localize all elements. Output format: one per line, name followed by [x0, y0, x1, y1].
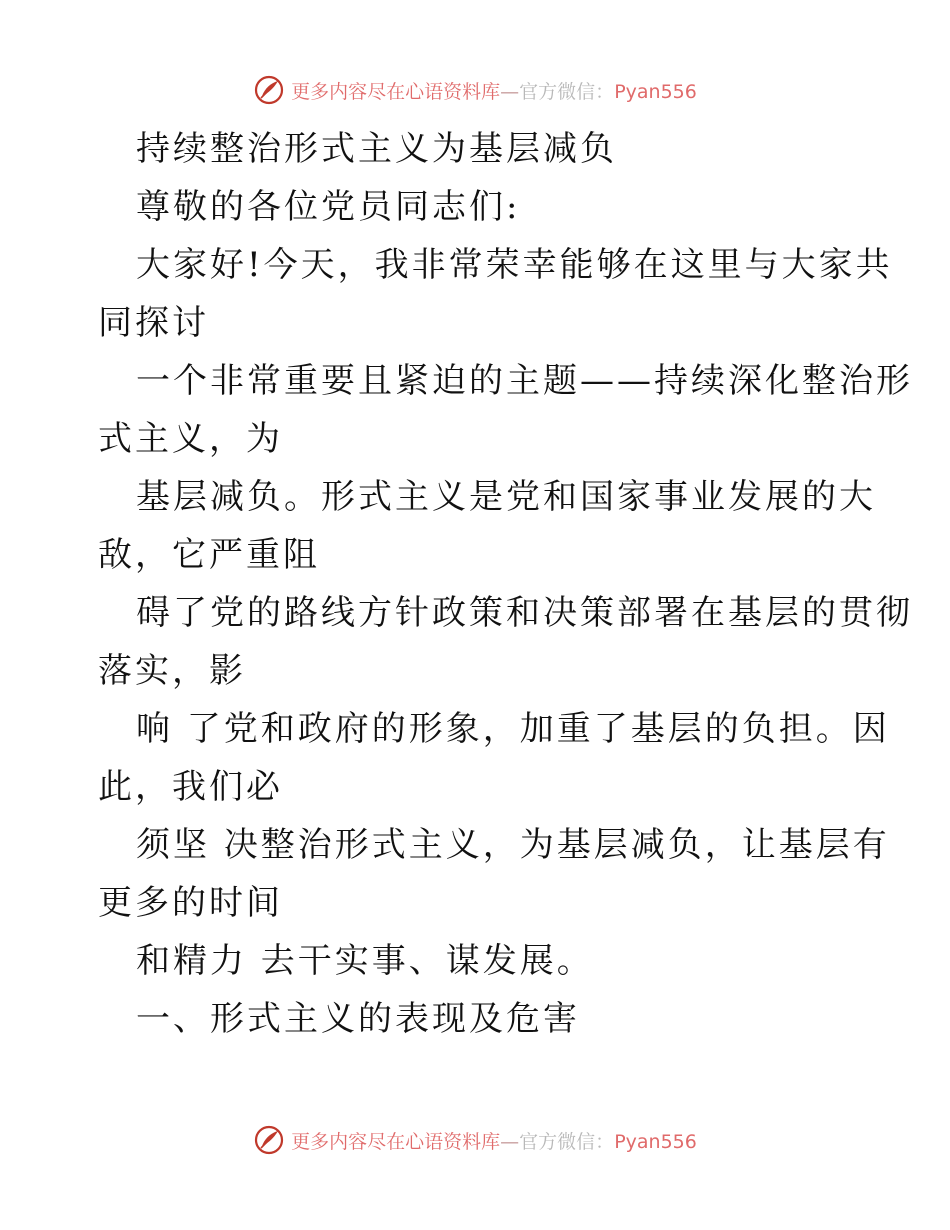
paragraph-line: 一个非常重要且紧迫的主题——持续深化整治形	[136, 361, 913, 401]
paragraph-line: 敌，它严重阻	[98, 535, 320, 575]
banner-wechat-label: 官方微信：	[519, 1130, 615, 1153]
header-watermark-banner	[0, 70, 950, 110]
banner-wechat-id: Pyan556	[614, 1130, 697, 1153]
footer-watermark-banner	[0, 1120, 950, 1160]
section-heading: 一、形式主义的表现及危害	[136, 999, 580, 1039]
paragraph-line: 基层减负。形式主义是党和国家事业发展的大	[136, 477, 876, 517]
paragraph-line: 须坚 决整治形式主义，为基层减负，让基层有	[136, 825, 890, 865]
banner-title: 更多内容尽在心语资料库	[291, 1130, 501, 1153]
document-title: 持续整治形式主义为基层减负	[136, 129, 617, 169]
paragraph-line: 同探讨	[98, 303, 209, 343]
banner-wechat-label: 官方微信：	[519, 80, 615, 103]
paragraph-line: 落实，影	[98, 651, 246, 691]
paragraph-line: 式主义，为	[98, 419, 283, 459]
banner-wechat-id: Pyan556	[614, 80, 697, 103]
quill-logo-icon	[253, 74, 285, 106]
quill-logo-icon	[253, 1124, 285, 1156]
salutation: 尊敬的各位党员同志们:	[136, 187, 521, 227]
paragraph-line: 碍了党的路线方针政策和决策部署在基层的贯彻	[136, 593, 913, 633]
paragraph-line: 更多的时间	[98, 883, 283, 923]
paragraph-line: 大家好!今天，我非常荣幸能够在这里与大家共	[136, 245, 893, 285]
paragraph-line: 响 了党和政府的形象，加重了基层的负担。因	[136, 709, 890, 749]
paragraph-line: 此，我们必	[98, 767, 283, 807]
footer-banner-text	[291, 1127, 697, 1154]
header-banner-text	[291, 77, 697, 104]
document-body	[98, 120, 913, 1048]
banner-dash: —	[500, 1130, 520, 1153]
paragraph-line: 和精力 去干实事、谋发展。	[136, 941, 594, 981]
banner-dash: —	[500, 80, 520, 103]
banner-title: 更多内容尽在心语资料库	[291, 80, 501, 103]
